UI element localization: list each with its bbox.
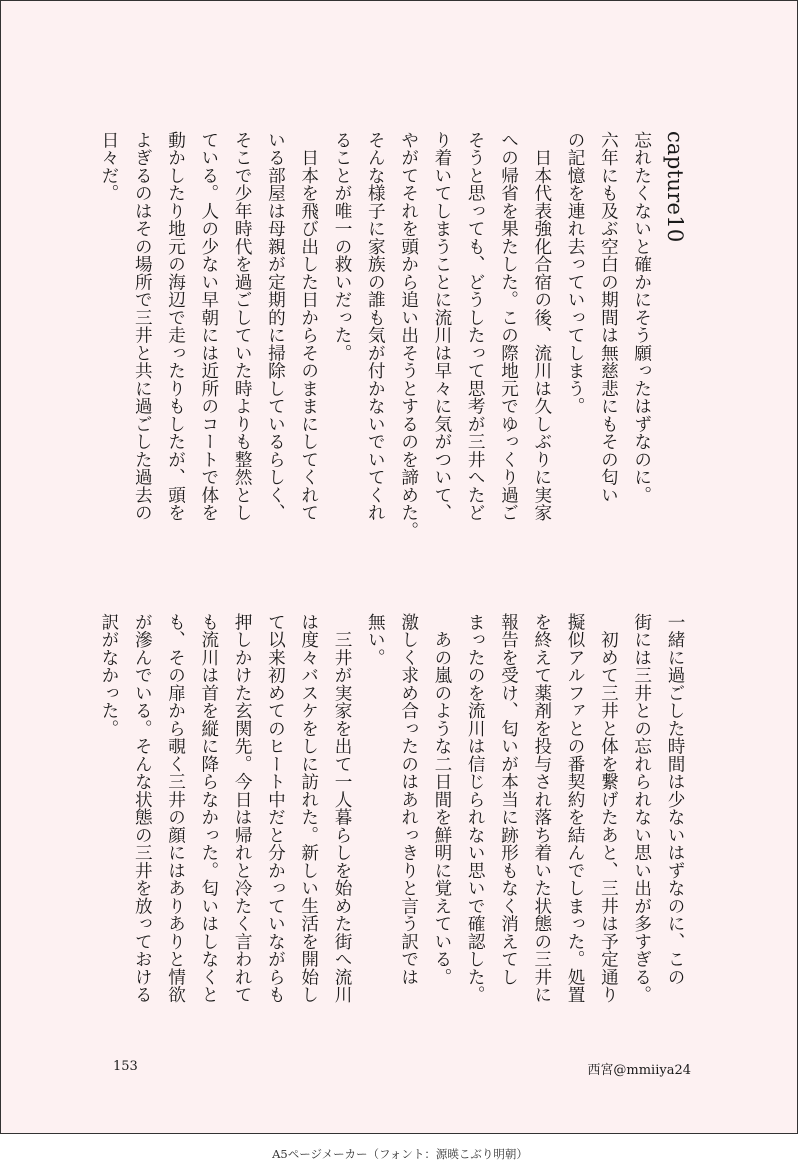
text-line: への帰省を果たした。この際地元でゆっくり過ご <box>498 131 519 522</box>
text-line: 動かしたり地元の海辺で走ったりもしたが、頭を <box>165 131 186 522</box>
page-number: 153 <box>113 1059 138 1074</box>
text-line: も、その扉から覗く三井の顔にはありありと情欲 <box>165 613 186 1004</box>
text-line: の記憶を連れ去っていってしまう。 <box>565 131 586 415</box>
text-line: そんな様子に家族の誰も気が付かないでいてくれ <box>365 131 386 522</box>
text-line: 三井が実家を出て一人暮らしを始めた街へ流川 <box>332 613 353 1004</box>
chapter-title: capture10 <box>663 131 687 243</box>
text-line: 一緒に過ごした時間は少ないはずなのに、この <box>665 613 685 986</box>
text-line: 六年にも及ぶ空白の期間は無慈悲にもその匂い <box>598 131 619 504</box>
text-line: いる部屋は母親が定期的に掃除しているらしく、 <box>265 131 286 522</box>
text-line: も流川は首を縦に降らなかった。匂いはしなくと <box>198 613 219 1004</box>
text-line: 街には三井との忘れられない思い出が多すぎる。 <box>631 613 652 1004</box>
text-line: ることが唯一の救いだった。 <box>332 131 353 362</box>
upper-text-block <box>92 131 691 571</box>
text-line: 忘れたくないと確かにそう願ったはずなのに。 <box>631 131 652 504</box>
text-line: て以来初めてのヒート中だと分かっていながらも <box>265 613 286 1004</box>
text-line: 訳がなかった。 <box>98 613 119 738</box>
text-line: り着いてしまうことに流川は早々に気がついて、 <box>431 131 452 522</box>
text-line: あの嵐のような二日間を鮮明に覚えている。 <box>431 613 452 986</box>
text-line: まったのを流川は信じられない思いで確認した。 <box>465 613 486 1004</box>
text-line: が滲んでいる。そんな状態の三井を放っておける <box>132 613 153 1004</box>
text-line: ている。人の少ない早朝には近所のコートで体を <box>198 131 219 522</box>
text-line: やがてそれを頭から追い出そうとするのを諦めた。 <box>398 131 419 540</box>
author-credit: 西宮@mmiiya24 <box>587 1063 691 1078</box>
lower-text-block <box>92 613 691 1053</box>
text-line: 日本代表強化合宿の後、流川は久しぶりに実家 <box>531 131 552 522</box>
text-line: よぎるのはその場所で三井と共に過ごした過去の <box>132 131 153 522</box>
text-line: 無い。 <box>365 613 386 667</box>
text-line: は度々バスケをしに訪れた。新しい生活を開始し <box>298 613 319 1004</box>
text-line: 擬似アルファとの番契約を結んでしまった。処置 <box>565 613 586 1004</box>
text-line: 報告を受け、匂いが本当に跡形もなく消えてし <box>498 613 519 986</box>
text-line: 押しかけた玄関先。今日は帰れと冷たく言われて <box>232 613 253 1004</box>
text-line: 激しく求め合ったのはあれっきりと言う訳では <box>398 613 419 986</box>
text-line: そこで少年時代を過ごしていた時よりも整然とし <box>232 131 253 522</box>
text-line: を終えて薬剤を投与され落ち着いた状態の三井に <box>531 613 552 1004</box>
text-line: 日本を飛び出した日からそのままにしてくれて <box>298 131 319 522</box>
text-line: そうと思っても、どうしたって思考が三井へたど <box>465 131 486 522</box>
text-line: 初めて三井と体を繋げたあと、三井は予定通り <box>598 613 619 1004</box>
generator-footer: A5ページメーカー（フォント：源暎こぶり明朝） <box>272 1147 528 1161</box>
text-line: 日々だ。 <box>98 131 119 202</box>
